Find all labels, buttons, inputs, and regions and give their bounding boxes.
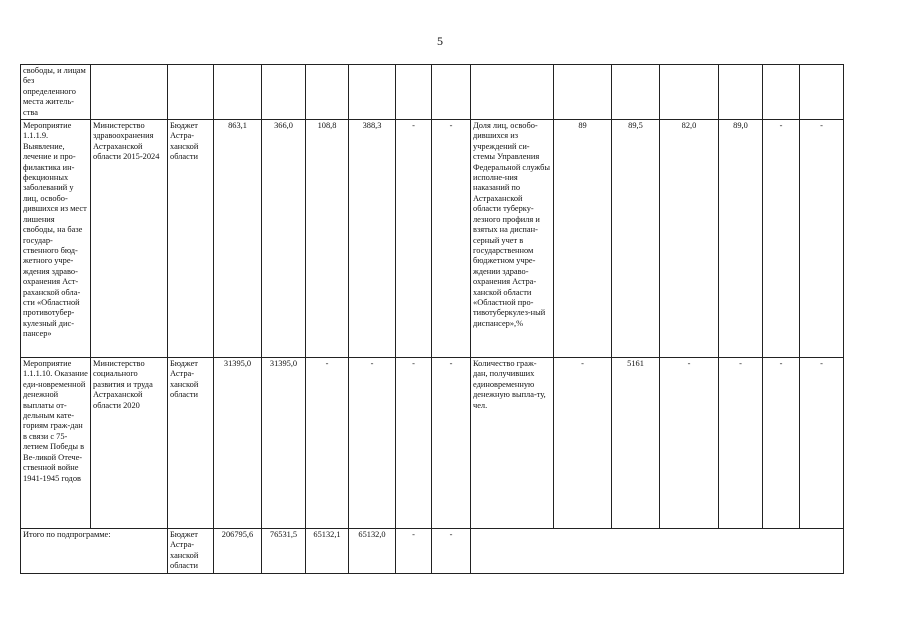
total-cell: 863,1 [214, 120, 262, 358]
value-cell: - [800, 358, 844, 529]
subprogram-table [20, 64, 844, 574]
value-cell: - [660, 358, 719, 529]
indicator-cell: Количество граж-дан, получивших единовременную денежную выпла-ту, чел. [471, 358, 554, 529]
total-cell: 31395,0 [214, 358, 262, 529]
year-cell: 388,3 [349, 120, 396, 358]
value-cell: 82,0 [660, 120, 719, 358]
value-cell: - [800, 120, 844, 358]
year-cell: 366,0 [262, 120, 306, 358]
empty-cell [471, 529, 844, 574]
source-cell: Бюджет Астра-ханской области [168, 529, 214, 574]
total-cell: 206795,6 [214, 529, 262, 574]
year-cell: - [396, 529, 432, 574]
year-cell: - [432, 358, 471, 529]
value-cell: 89,5 [612, 120, 660, 358]
table-row [21, 65, 844, 120]
year-cell: - [396, 120, 432, 358]
value-cell: 5161 [612, 358, 660, 529]
value-cell: - [719, 358, 763, 529]
value-cell: - [763, 358, 800, 529]
event-cell: Мероприятие 1.1.1.9. Выявление, лечение и про-филактика ин-фекционных заболеваний у лиц, освобо-дившихся из мест лишения свободы, на базе государ-ственного бюд-жетного учре-ждения здраво-охранения Аст-раханской обла-сти «Областной противотубер-кулезный дис-пансер» [21, 120, 91, 358]
year-cell: - [432, 529, 471, 574]
year-cell: - [432, 120, 471, 358]
total-label: Итого по подпрограмме: [21, 529, 168, 574]
event-cell: Мероприятие 1.1.1.10. Оказание еди-новременной денежной выплаты от-дельным кате-гориям граж-дан в связи с 75-летием Победы в Ве-ликой Отече-ственной войне 1941-1945 годов [21, 358, 91, 529]
year-cell: 65132,1 [306, 529, 349, 574]
year-cell: - [306, 358, 349, 529]
executor-cell: Министерство здравоохранения Астраханской области 2015-2024 [91, 120, 168, 358]
year-cell: 76531,5 [262, 529, 306, 574]
table-row [21, 358, 844, 529]
year-cell: 65132,0 [349, 529, 396, 574]
total-row [21, 529, 844, 574]
year-cell: - [396, 358, 432, 529]
value-cell: - [554, 358, 612, 529]
year-cell: - [349, 358, 396, 529]
event-cell: свободы, и лицам без определенного места житель-ства [21, 65, 91, 120]
year-cell: 108,8 [306, 120, 349, 358]
page-number: 5 [437, 34, 443, 48]
indicator-cell: Доля лиц, освобо-дившихся из учреждений си-стемы Управления Федеральной службы исполне-ния наказаний по Астраханской области туберку-лезного профиля и взятых на диспан-серный учет в государственном бюджетном учре-ждении здраво-охранения Астра-ханской области «Областной про-тивотуберкулез-ный диспансер»,% [471, 120, 554, 358]
source-cell: Бюджет Астра-ханской области [168, 120, 214, 358]
table-row [21, 120, 844, 358]
value-cell: 89,0 [719, 120, 763, 358]
executor-cell: Министерство социального развития и труда Астраханской области 2020 [91, 358, 168, 529]
year-cell: 31395,0 [262, 358, 306, 529]
value-cell: - [763, 120, 800, 358]
value-cell: 89 [554, 120, 612, 358]
source-cell: Бюджет Астра-ханской области [168, 358, 214, 529]
